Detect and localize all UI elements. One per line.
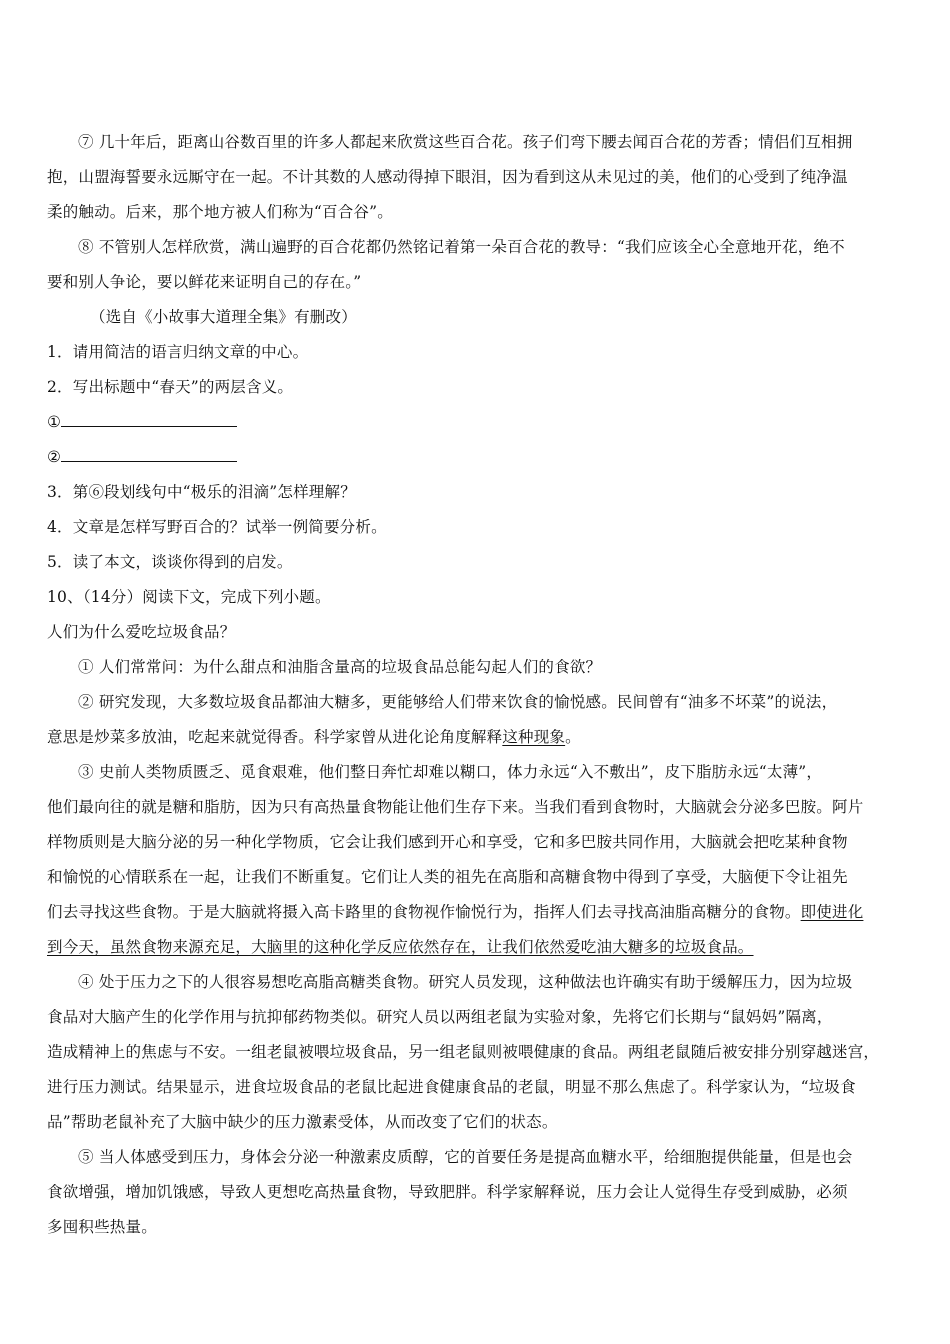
- article-paragraph-1: ① 人们常常问：为什么甜点和油脂含量高的垃圾食品总能勾起人们的食欲？: [78, 658, 602, 676]
- paragraph-2-end: 。: [565, 728, 581, 746]
- article-paragraph-4-line-3: 造成精神上的焦虑与不安。一组老鼠被喂垃圾食品，另一组老鼠则被喂健康的食品。两组老鼠随后被安排分别穿越迷宫，: [47, 1043, 880, 1061]
- underlined-sentence-end: 到今天，虽然食物来源充足，大脑里的这种化学反应依然存在，让我们依然爱吃油大糖多的垃圾食品。: [47, 938, 754, 956]
- underlined-sentence-start: 即使进化: [800, 903, 864, 921]
- article-paragraph-5-line-1: ⑤ 当人体感受到压力，身体会分泌一种激素皮质醇，它的首要任务是提高血糖水平，给细胞提供能量，但是也会: [78, 1148, 853, 1166]
- question-4: 4．文章是怎样写野百合的？试举一例简要分析。: [47, 518, 387, 536]
- article-paragraph-4-line-1: ④ 处于压力之下的人很容易想吃高脂高糖类食物。研究人员发现，这种做法也许确实有助于缓解压力，因为垃圾: [78, 973, 853, 991]
- article-paragraph-3-line-6: [47, 937, 907, 957]
- article-paragraph-4-line-2: 食品对大脑产生的化学作用与抗抑郁药物类似。研究人员以两组老鼠为实验对象，先将它们长期与“鼠妈妈”隔离，: [47, 1008, 833, 1026]
- paragraph-8-line-2: 要和别人争论，要以鲜花来证明自己的存在。”: [47, 273, 362, 291]
- question-1: 1．请用简洁的语言归纳文章的中心。: [47, 343, 309, 361]
- answer-blank-2-label: ②: [47, 448, 62, 466]
- article-title: 人们为什么爱吃垃圾食品？: [47, 623, 236, 641]
- paragraph-2-text: 意思是炒菜多放油，吃起来就觉得香。科学家曾从进化论角度解释: [47, 728, 503, 746]
- article-paragraph-5-line-2: 食欲增强，增加饥饿感，导致人更想吃高热量食物，导致肥胖。科学家解释说，压力会让人觉得生存受到威胁，必须: [47, 1183, 848, 1201]
- question-2: 2．写出标题中“春天”的两层含义。: [47, 378, 294, 396]
- article-paragraph-3-line-4: 和愉悦的心情联系在一起，让我们不断重复。它们让人类的祖先在高脂和高糖食物中得到了享受，大脑便下令让祖先: [47, 868, 848, 886]
- answer-blank-1-line[interactable]: [61, 412, 237, 427]
- underlined-phrase: 这种现象: [502, 728, 566, 746]
- article-paragraph-3-line-3: 样物质则是大脑分泌的另一种化学物质，它会让我们感到开心和享受，它和多巴胺共同作用，大脑就会把吃某种食物: [47, 833, 848, 851]
- paragraph-7-line-3: 柔的触动。后来，那个地方被人们称为“百合谷”。: [47, 203, 393, 221]
- paragraph-8-line-1: ⑧ 不管别人怎样欣赏，满山遍野的百合花都仍然铭记着第一朵百合花的教导：“我们应该全心全意地开花，绝不: [78, 238, 845, 256]
- article-paragraph-3-line-5: [47, 902, 907, 922]
- article-paragraph-4-line-4: 进行压力测试。结果显示，进食垃圾食品的老鼠比起进食健康食品的老鼠，明显不那么焦虑了。科学家认为，“垃圾食: [47, 1078, 856, 1096]
- question-5: 5．读了本文，谈谈你得到的启发。: [47, 553, 293, 571]
- paragraph-7-line-1: ⑦ 几十年后，距离山谷数百里的许多人都起来欣赏这些百合花。孩子们弯下腰去闻百合花的芳香；情侣们互相拥: [78, 133, 853, 151]
- article-paragraph-3-line-2: 他们最向往的就是糖和脂肪，因为只有高热量食物能让他们生存下来。当我们看到食物时，大脑就会分泌多巴胺。阿片: [47, 798, 864, 816]
- answer-blank-1: [47, 412, 907, 432]
- article-paragraph-2-line-1: ② 研究发现，大多数垃圾食品都油大糖多，更能够给人们带来饮食的愉悦感。民间曾有“油多不坏菜”的说法，: [78, 693, 838, 711]
- question-3: 3．第⑥段划线句中“极乐的泪滴”怎样理解？: [47, 483, 356, 501]
- answer-blank-2: [47, 447, 907, 467]
- paragraph-3-text: 们去寻找这些食物。于是大脑就将摄入高卡路里的食物视作愉悦行为，指挥人们去寻找高油脂高糖分的食物。: [47, 903, 801, 921]
- paragraph-7-line-2: 抱，山盟海誓要永远厮守在一起。不计其数的人感动得掉下眼泪，因为看到这从未见过的美，他们的心受到了纯净温: [47, 168, 848, 186]
- source-citation: （选自《小故事大道理全集》有删改）: [90, 308, 357, 326]
- answer-blank-1-label: ①: [47, 413, 62, 431]
- answer-blank-2-line[interactable]: [61, 447, 237, 462]
- article-paragraph-5-line-3: 多囤积些热量。: [47, 1218, 157, 1236]
- article-paragraph-4-line-5: 品”帮助老鼠补充了大脑中缺少的压力激素受体，从而改变了它们的状态。: [47, 1113, 558, 1131]
- question-10-header: 10、（14分）阅读下文，完成下列小题。: [47, 588, 331, 606]
- article-paragraph-2-line-2: [47, 727, 907, 747]
- article-paragraph-3-line-1: ③ 史前人类物质匮乏、觅食艰难，他们整日奔忙却难以糊口，体力永远“入不敷出”，皮下脂肪永远“太薄”，: [78, 763, 823, 781]
